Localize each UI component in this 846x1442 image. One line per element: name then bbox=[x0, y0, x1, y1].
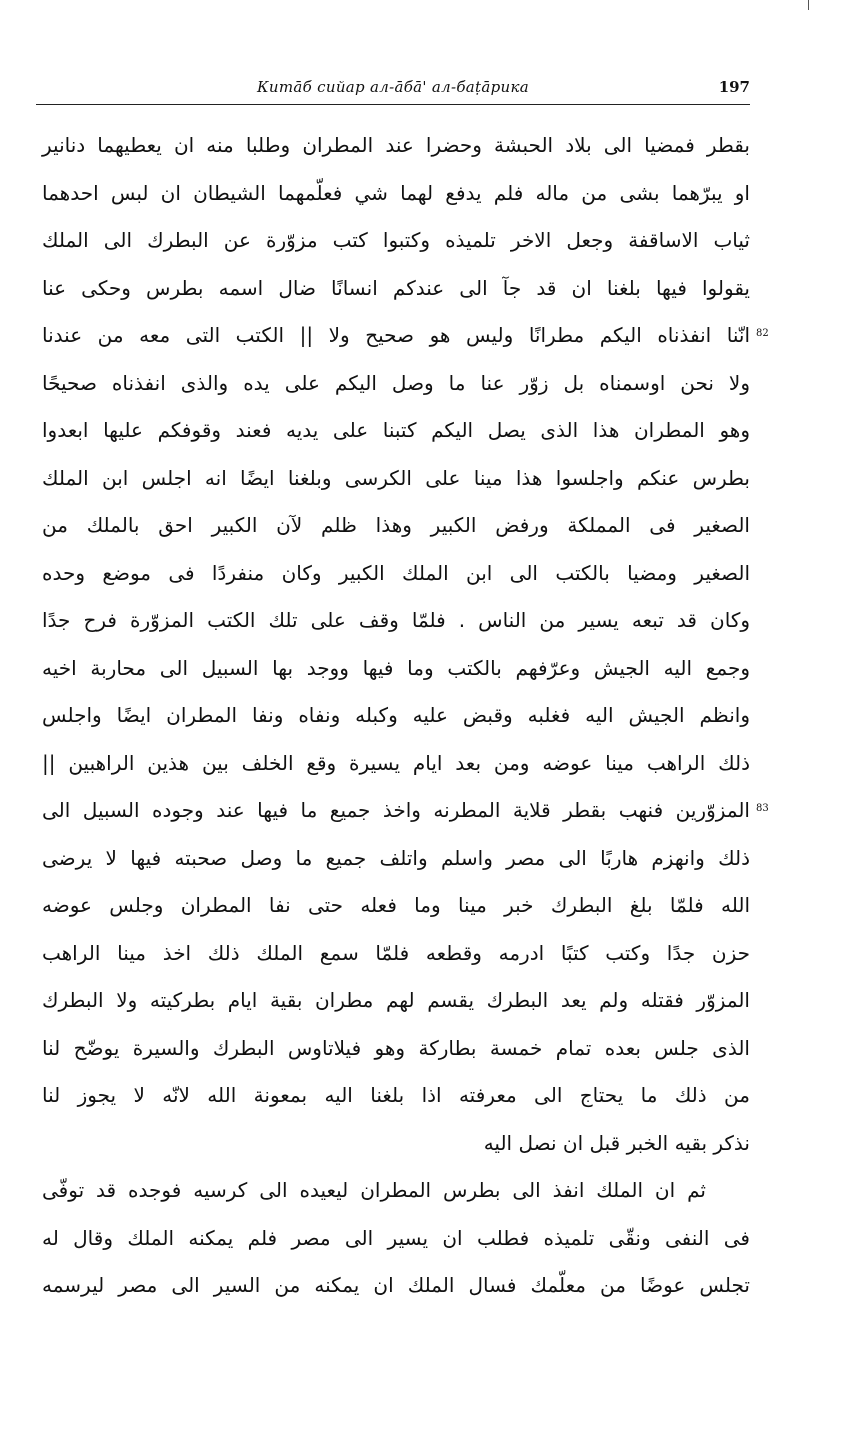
text-line: ولا نحن اوسمناه بل زوّر عنا ما وصل اليكم على يده والذى انفذناه صحيحًا bbox=[42, 370, 750, 395]
text-line: المزوّرين فنهب بقطر قلاية المطرنه واخذ جميع ما فيها عند وجوده السبيل الى bbox=[42, 798, 750, 822]
text-line: بطرس عنكم واجلسوا هذا مينا على الكرسى وبلغنا ايضًا انه اجلس ابن الملك bbox=[42, 465, 750, 490]
text-line: ثم ان الملك انفذ الى بطرس المطران ليعيده الى كرسيه فوجده قد توفّى bbox=[42, 1178, 706, 1202]
text-line: وانظم الجيش اليه فغلبه وقبض عليه وكبله ونفاه ونفا المطران ايضًا واجلس bbox=[42, 703, 750, 727]
text-line: ذلك وانهزم هاربًا الى مصر واسلم واتلف جميع ما وصل صحبته فيها لا يرضى bbox=[42, 845, 750, 870]
text-line: من ذلك ما يحتاج الى معرفته اذا بلغنا اليه بمعونة الله لانّه لا يجوز لنا bbox=[42, 1083, 750, 1107]
text-line: تجلس عوضًا من معلّمك فسال الملك ان يمكنه من السير الى مصر ليرسمه bbox=[42, 1273, 750, 1297]
text-line: ثياب الاساقفة وجعل الاخر تلميذه وكتبوا كتب مزوّرة عن البطرك الى الملك bbox=[42, 228, 750, 252]
text-line: يقولوا فيها بلغنا ان قد جآ الى عندكم انسانًا ضال اسمه بطرس وحكى عنا bbox=[42, 275, 750, 300]
text-line: المزوّر فقتله ولم يعد البطرك يقسم لهم مطران بقية ايام بطركيته ولا البطرك bbox=[42, 988, 750, 1012]
running-head bbox=[36, 78, 750, 104]
header-rule bbox=[36, 104, 750, 105]
text-line: وهو المطران هذا الذى يصل اليكم كتبنا على يديه فعند وقوفكم عليها ابعدوا bbox=[42, 418, 750, 442]
text-line: فى النفى ونقّى تلميذه فطلب ان يسير الى مصر فلم يمكنه الملك وقال له bbox=[42, 1225, 750, 1250]
text-line: نذكر بقيه الخبر قبل ان نصل اليه bbox=[483, 1130, 750, 1155]
text-line: حزن جدًا وكتب كتبًا ادرمه وقطعه فلمّا سمع الملك ذلك اخذ مينا الراهب bbox=[42, 940, 750, 965]
running-title: Китāб сийар ал-āбā' ал-баṭāрика bbox=[257, 78, 529, 96]
margin-number: 83 bbox=[756, 803, 769, 814]
text-line: ذلك الراهب مينا عوضه ومن بعد ايام يسيرة وقع الخلف بين هذين الراهبين || bbox=[42, 750, 750, 775]
crop-mark-top bbox=[808, 0, 809, 10]
text-line: وجمع اليه الجيش وعرّفهم بالكتب وما فيها ووجد بها السبيل الى محاربة اخيه bbox=[42, 655, 750, 680]
text-line: بقطر فمضيا الى بلاد الحبشة وحضرا عند المطران وطلبا منه ان يعطيهما دنانير bbox=[42, 133, 750, 157]
text-line: او يبرّهما بشى من ماله فلم يدفع لهما شي فعلّمهما الشيطان ان لبس احدهما bbox=[42, 180, 750, 205]
text-line: الصغير ومضيا بالكتب الى ابن الملك الكبير وكان منفردًا فى موضع وحده bbox=[42, 560, 750, 585]
text-line: الصغير فى المملكة ورفض الكبير وهذا ظلم لآن الكبير احق بالملك من bbox=[42, 513, 750, 537]
text-line: انّنا انفذناه اليكم مطرانًا وليس هو صحيح ولا || الكتب التى معه من عندنا bbox=[42, 323, 750, 347]
margin-number: 82 bbox=[756, 328, 769, 339]
body-text bbox=[42, 122, 750, 1310]
page-number: 197 bbox=[718, 78, 750, 96]
text-line: الله فلمّا بلغ البطرك خبر مينا وما فعله حتى نفا المطران وجلس عوضه bbox=[42, 893, 750, 917]
text-line: الذى جلس بعده تمام خمسة بطاركة وهو فيلاتاوس البطرك والسيرة يوضّح لنا bbox=[42, 1035, 750, 1060]
text-line: وكان قد تبعه يسير من الناس . فلمّا وقف على تلك الكتب المزوّرة فرح جدًا bbox=[42, 608, 750, 632]
